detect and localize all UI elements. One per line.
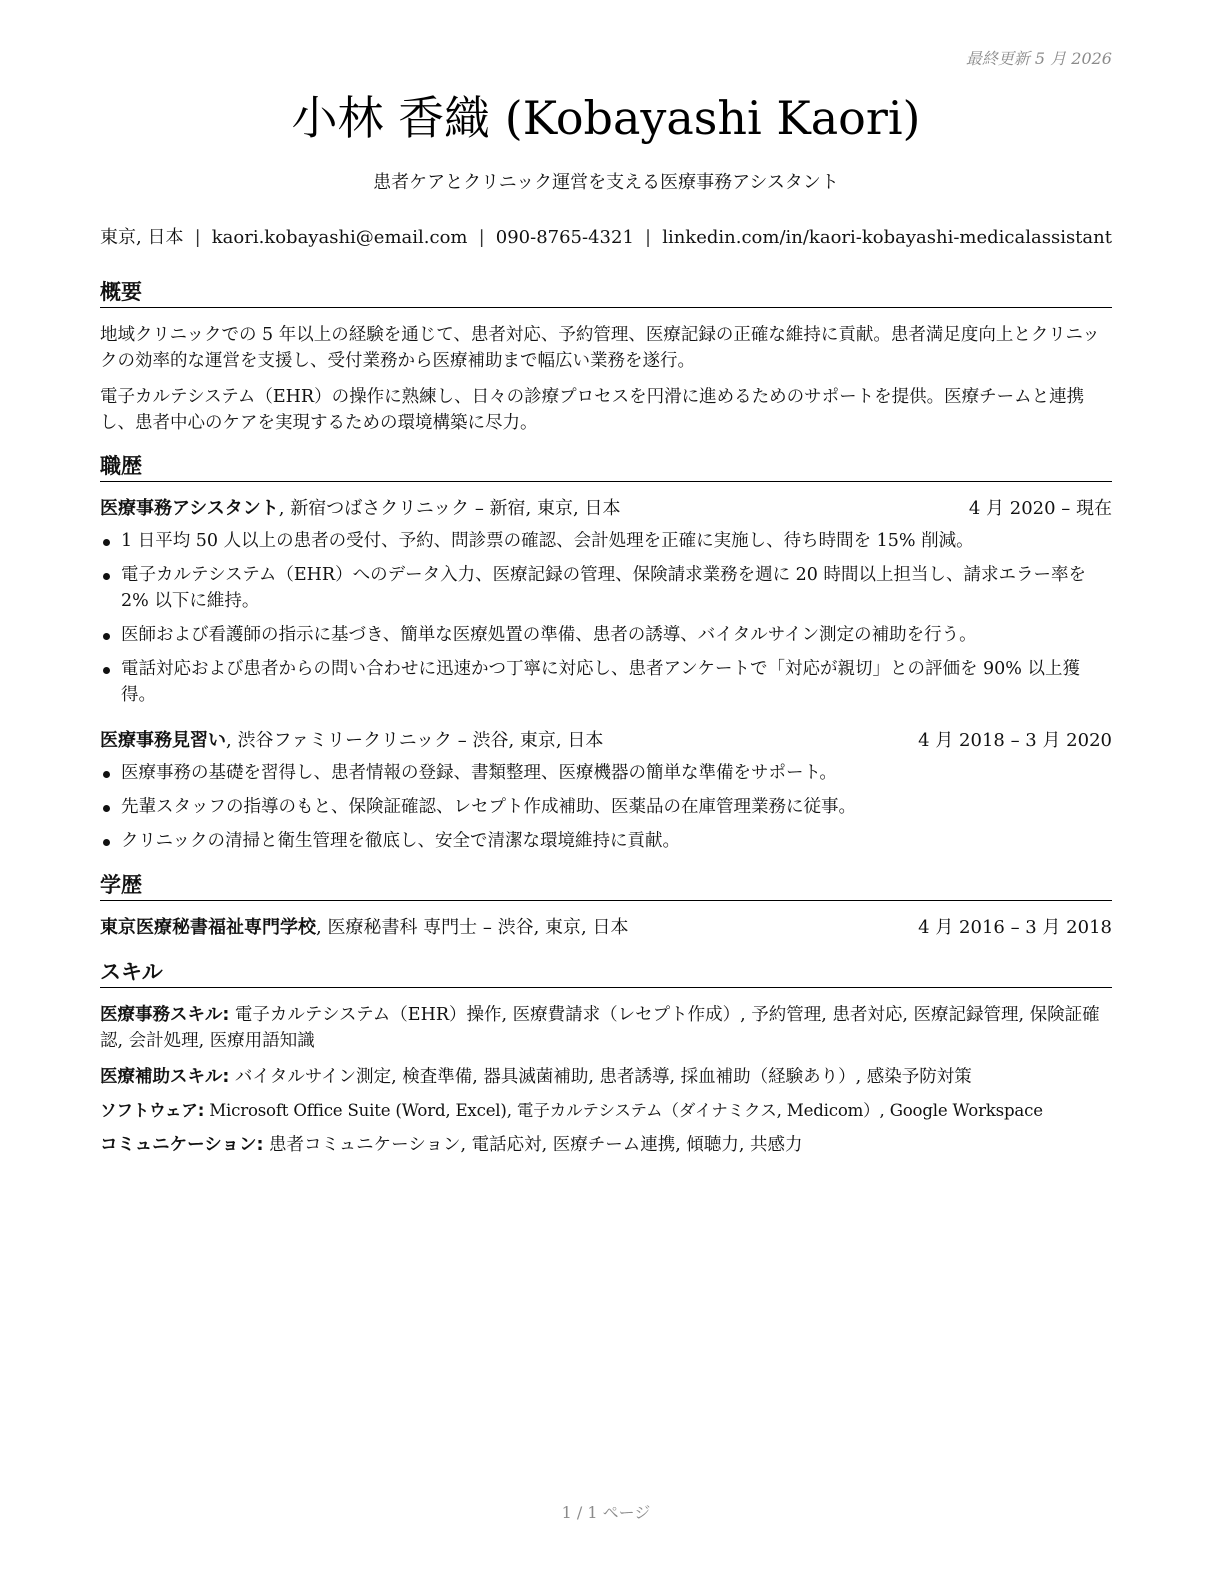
job-dates: 4 月 2020 – 現在 [968,498,1112,519]
list-item: 電話対応および患者からの問い合わせに迅速かつ丁寧に対応し、患者アンケートで「対応が親切」との評価を 90% 以上獲得。 [100,656,1112,708]
skill-group [100,1132,1112,1158]
skill-group-text: 電子カルテシステム（EHR）操作, 医療費請求（レセプト作成）, 予約管理, 患者対応, 医療記録管理, 保険証確認, 会計処理, 医療用語知識 [100,1005,1100,1051]
job-header [100,728,1112,754]
list-item: クリニックの清掃と衛生管理を徹底し、安全で清潔な環境維持に貢献。 [100,828,1112,854]
skill-group-text: Microsoft Office Suite (Word, Excel), 電子カルテシステム（ダイナミクス, Medicom）, Google Workspace [204,1101,1043,1120]
contact-separator: | [478,227,485,248]
summary-paragraph: 電子カルテシステム（EHR）の操作に熟練し、日々の診療プロセスを円滑に進めるためのサポートを提供。医療チームと連携し、患者中心のケアを実現するための環境構築に尽力。 [100,387,1085,433]
education-entry [100,915,1112,941]
job-organization: , 渋谷ファミリークリニック – 渋谷, 東京, 日本 [226,730,604,751]
school-detail: , 医療秘書科 専門士 – 渋谷, 東京, 日本 [316,917,629,938]
skill-group-label: ソフトウェア: [100,1101,205,1120]
list-item: 医師および看護師の指示に基づき、簡単な医療処置の準備、患者の誘導、バイタルサイン測定の補助を行う。 [100,622,1112,648]
candidate-tagline: 患者ケアとクリニック運営を支える医療事務アシスタント [373,172,839,193]
contact-separator: | [645,227,652,248]
resume-page [100,0,1112,1584]
contact-line [100,225,1112,251]
skill-group-text: バイタルサイン測定, 検査準備, 器具滅菌補助, 患者誘導, 採血補助（経験あり）, 感染予防対策 [229,1067,972,1087]
education-dates: 4 月 2016 – 3 月 2018 [918,917,1112,938]
job-bullets [100,528,1112,716]
section-title-education: 学歴 [100,871,1112,901]
job-role: 医療事務アシスタント [100,498,279,519]
list-item: 医療事務の基礎を習得し、患者情報の登録、書類整理、医療機器の簡単な準備をサポート。 [100,760,1112,786]
section-title-skills: スキル [100,958,1112,988]
contact-linkedin[interactable]: linkedin.com/in/kaori-kobayashi-medicalassistant [662,227,1112,248]
last-updated: 最終更新 5 月 2026 [965,49,1112,68]
skill-group [100,1098,1112,1124]
skill-group-label: コミュニケーション: [100,1135,264,1155]
job-role: 医療事務見習い [100,730,226,751]
section-title-experience: 職歴 [100,452,1112,482]
contact-location: 東京, 日本 [100,227,184,248]
list-item: 1 日平均 50 人以上の患者の受付、予約、問診票の確認、会計処理を正確に実施し、待ち時間を 15% 削減。 [100,528,1112,554]
skill-group-label: 医療補助スキル: [100,1067,230,1087]
contact-separator: | [194,227,201,248]
job-header [100,496,1112,522]
page-number: 1 / 1 ページ [561,1503,651,1522]
skill-group-text: 患者コミュニケーション, 電話応対, 医療チーム連携, 傾聴力, 共感力 [263,1135,803,1155]
skill-group [100,1064,1112,1090]
school-name: 東京医療秘書福祉専門学校 [100,917,316,938]
section-title-summary: 概要 [100,278,1112,308]
job-bullets [100,760,1112,862]
candidate-name: 小林 香織 (Kobayashi Kaori) [291,91,921,145]
skill-group [100,1002,1112,1054]
summary-paragraph: 地域クリニックでの 5 年以上の経験を通じて、患者対応、予約管理、医療記録の正確な維持に貢献。患者満足度向上とクリニックの効率的な運営を支援し、受付業務から医療補助まで幅広い業務を遂行。 [100,325,1100,371]
contact-phone[interactable]: 090-8765-4321 [495,227,634,248]
contact-email[interactable]: kaori.kobayashi@email.com [211,227,468,248]
skill-group-label: 医療事務スキル: [100,1005,230,1025]
list-item: 先輩スタッフの指導のもと、保険証確認、レセプト作成補助、医薬品の在庫管理業務に従事。 [100,794,1112,820]
job-dates: 4 月 2018 – 3 月 2020 [918,730,1112,751]
job-organization: , 新宿つばさクリニック – 新宿, 東京, 日本 [278,498,621,519]
list-item: 電子カルテシステム（EHR）へのデータ入力、医療記録の管理、保険請求業務を週に 20 時間以上担当し、請求エラー率を 2% 以下に維持。 [100,562,1112,614]
